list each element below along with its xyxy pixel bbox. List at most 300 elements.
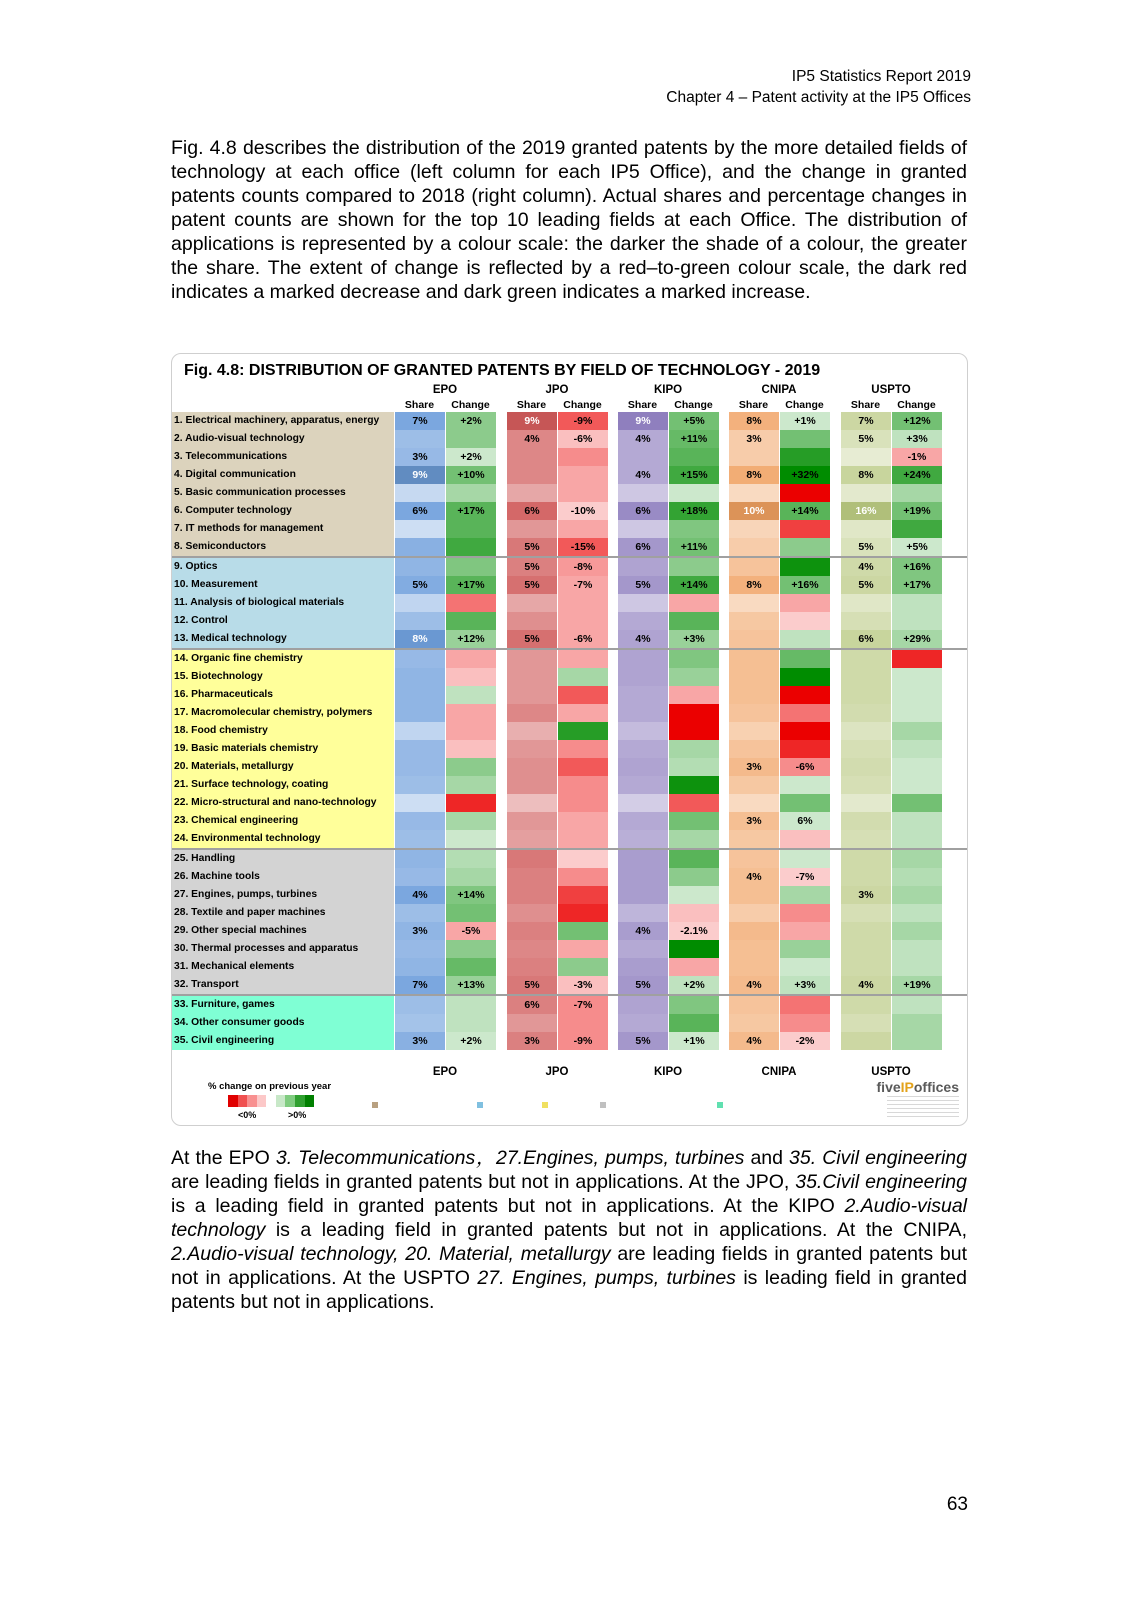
share-cell-kipo xyxy=(618,650,668,668)
share-cell-cnipa xyxy=(729,612,779,630)
change-cell-epo xyxy=(446,794,496,812)
field-row xyxy=(172,448,967,466)
share-cell-jpo xyxy=(507,794,557,812)
change-cell-jpo: -7% xyxy=(558,996,608,1014)
change-cell-kipo: +18% xyxy=(669,502,719,520)
change-cell-epo xyxy=(446,686,496,704)
legend-high-label: >0% xyxy=(288,1110,307,1120)
share-cell-jpo xyxy=(507,740,557,758)
change-cell-jpo xyxy=(558,776,608,794)
share-cell-epo xyxy=(395,1014,445,1032)
share-cell-kipo xyxy=(618,794,668,812)
change-cell-epo xyxy=(446,904,496,922)
share-cell-kipo xyxy=(618,740,668,758)
change-cell-uspto xyxy=(892,612,942,630)
change-cell-epo xyxy=(446,830,496,848)
share-cell-jpo: 6% xyxy=(507,502,557,520)
change-cell-epo: -5% xyxy=(446,922,496,940)
change-cell-jpo xyxy=(558,850,608,868)
chapter-title: Chapter 4 – Patent activity at the IP5 Offices xyxy=(666,89,971,106)
change-cell-kipo xyxy=(669,886,719,904)
field-row xyxy=(172,650,967,668)
share-cell-jpo: 3% xyxy=(507,1032,557,1050)
share-cell-epo xyxy=(395,612,445,630)
change-cell-kipo xyxy=(669,940,719,958)
share-cell-uspto: 7% xyxy=(841,412,891,430)
field-label: 20. Materials, metallurgy xyxy=(172,758,394,776)
change-cell-jpo xyxy=(558,904,608,922)
field-label: 12. Control xyxy=(172,612,394,630)
share-cell-cnipa xyxy=(729,594,779,612)
share-cell-cnipa xyxy=(729,740,779,758)
field-label: 35. Civil engineering xyxy=(172,1032,394,1050)
change-cell-epo xyxy=(446,650,496,668)
share-cell-jpo xyxy=(507,830,557,848)
change-cell-uspto: +16% xyxy=(892,558,942,576)
share-cell-jpo: 4% xyxy=(507,430,557,448)
field-label: 2. Audio-visual technology xyxy=(172,430,394,448)
change-cell-jpo xyxy=(558,740,608,758)
share-cell-jpo xyxy=(507,686,557,704)
share-cell-kipo: 4% xyxy=(618,430,668,448)
change-cell-jpo: -7% xyxy=(558,576,608,594)
change-cell-cnipa xyxy=(780,958,830,976)
text-run: is leading field in granted patents but not in applications. xyxy=(171,1267,967,1313)
share-cell-uspto xyxy=(841,740,891,758)
change-cell-uspto xyxy=(892,922,942,940)
share-cell-uspto: 6% xyxy=(841,630,891,648)
field-row xyxy=(172,412,967,430)
share-cell-uspto xyxy=(841,996,891,1014)
share-cell-epo xyxy=(395,594,445,612)
text-run: and xyxy=(744,1147,790,1169)
change-cell-epo: +12% xyxy=(446,630,496,648)
change-cell-uspto: +19% xyxy=(892,976,942,994)
change-cell-kipo xyxy=(669,448,719,466)
office-footer-epo: EPO xyxy=(432,1066,458,1078)
change-cell-jpo: -3% xyxy=(558,976,608,994)
share-cell-cnipa: 8% xyxy=(729,466,779,484)
field-label: 27. Engines, pumps, turbines xyxy=(172,886,394,904)
change-cell-kipo: -2.1% xyxy=(669,922,719,940)
share-cell-kipo xyxy=(618,558,668,576)
share-cell-cnipa xyxy=(729,520,779,538)
change-cell-cnipa xyxy=(780,850,830,868)
share-cell-jpo xyxy=(507,868,557,886)
field-row xyxy=(172,612,967,630)
change-cell-kipo xyxy=(669,794,719,812)
change-cell-cnipa xyxy=(780,904,830,922)
share-cell-cnipa xyxy=(729,922,779,940)
share-cell-cnipa: 4% xyxy=(729,1032,779,1050)
change-cell-epo xyxy=(446,558,496,576)
share-cell-epo: 5% xyxy=(395,576,445,594)
change-cell-kipo xyxy=(669,958,719,976)
share-cell-kipo: 5% xyxy=(618,976,668,994)
field-row xyxy=(172,868,967,886)
share-cell-epo xyxy=(395,668,445,686)
change-cell-epo xyxy=(446,758,496,776)
share-cell-kipo xyxy=(618,686,668,704)
share-subheader: Share xyxy=(850,399,881,411)
conclusion-paragraph xyxy=(171,1146,967,1314)
share-cell-uspto xyxy=(841,484,891,502)
logo-fine-print xyxy=(887,1096,959,1118)
share-cell-cnipa xyxy=(729,794,779,812)
share-cell-uspto xyxy=(841,922,891,940)
field-row xyxy=(172,594,967,612)
change-cell-cnipa: +14% xyxy=(780,502,830,520)
share-cell-uspto xyxy=(841,776,891,794)
change-cell-uspto: +5% xyxy=(892,538,942,556)
share-cell-kipo xyxy=(618,704,668,722)
share-cell-cnipa xyxy=(729,904,779,922)
text-run: is a leading field in granted patents but not in applications. At the CNIPA, xyxy=(265,1219,967,1241)
field-label: 22. Micro-structural and nano-technology xyxy=(172,794,394,812)
field-reference: 2.Audio-visual technology xyxy=(171,1195,967,1241)
share-cell-kipo xyxy=(618,904,668,922)
share-cell-uspto xyxy=(841,812,891,830)
field-label: 23. Chemical engineering xyxy=(172,812,394,830)
change-cell-uspto: -1% xyxy=(892,448,942,466)
change-cell-kipo xyxy=(669,1014,719,1032)
share-cell-kipo xyxy=(618,484,668,502)
change-cell-cnipa xyxy=(780,794,830,812)
share-cell-jpo: 5% xyxy=(507,558,557,576)
share-subheader: Share xyxy=(404,399,435,411)
change-cell-kipo xyxy=(669,740,719,758)
share-cell-jpo xyxy=(507,520,557,538)
change-cell-cnipa xyxy=(780,538,830,556)
share-cell-uspto xyxy=(841,722,891,740)
share-cell-cnipa: 10% xyxy=(729,502,779,520)
office-footer-jpo: JPO xyxy=(545,1066,569,1078)
share-cell-cnipa xyxy=(729,484,779,502)
change-cell-cnipa: 6% xyxy=(780,812,830,830)
change-cell-epo: +10% xyxy=(446,466,496,484)
change-cell-uspto xyxy=(892,830,942,848)
change-cell-jpo xyxy=(558,650,608,668)
field-row xyxy=(172,484,967,502)
field-row xyxy=(172,430,967,448)
share-cell-uspto xyxy=(841,940,891,958)
share-cell-uspto xyxy=(841,904,891,922)
field-label: 9. Optics xyxy=(172,558,394,576)
report-title: IP5 Statistics Report 2019 xyxy=(791,68,971,85)
change-cell-cnipa xyxy=(780,886,830,904)
share-cell-cnipa xyxy=(729,538,779,556)
change-cell-epo xyxy=(446,850,496,868)
share-cell-cnipa xyxy=(729,776,779,794)
change-cell-kipo xyxy=(669,776,719,794)
office-header-epo: EPO xyxy=(432,384,458,396)
change-cell-uspto xyxy=(892,1014,942,1032)
share-cell-cnipa xyxy=(729,850,779,868)
change-cell-kipo xyxy=(669,758,719,776)
field-row xyxy=(172,776,967,794)
change-cell-epo: +13% xyxy=(446,976,496,994)
change-cell-epo xyxy=(446,958,496,976)
change-cell-epo xyxy=(446,538,496,556)
field-label: 11. Analysis of biological materials xyxy=(172,594,394,612)
share-cell-kipo: 4% xyxy=(618,466,668,484)
change-cell-kipo xyxy=(669,904,719,922)
change-cell-uspto xyxy=(892,812,942,830)
share-cell-uspto xyxy=(841,830,891,848)
share-cell-kipo xyxy=(618,868,668,886)
change-cell-cnipa: +1% xyxy=(780,412,830,430)
share-cell-kipo xyxy=(618,812,668,830)
share-cell-epo xyxy=(395,520,445,538)
share-cell-uspto xyxy=(841,794,891,812)
field-row xyxy=(172,686,967,704)
field-label: 13. Medical technology xyxy=(172,630,394,648)
change-subheader: Change xyxy=(897,399,936,411)
change-cell-kipo: +11% xyxy=(669,538,719,556)
share-cell-jpo xyxy=(507,812,557,830)
change-cell-uspto xyxy=(892,996,942,1014)
change-cell-epo xyxy=(446,940,496,958)
field-row xyxy=(172,538,967,556)
change-cell-jpo xyxy=(558,1014,608,1032)
field-row xyxy=(172,1032,967,1050)
office-footer-cnipa: CNIPA xyxy=(761,1066,797,1078)
change-cell-kipo xyxy=(669,850,719,868)
share-cell-epo: 7% xyxy=(395,412,445,430)
field-label: 15. Biotechnology xyxy=(172,668,394,686)
field-row xyxy=(172,722,967,740)
share-cell-epo xyxy=(395,704,445,722)
field-reference: 27. Engines, pumps, turbines xyxy=(477,1267,736,1289)
change-cell-cnipa xyxy=(780,668,830,686)
share-cell-kipo: 6% xyxy=(618,502,668,520)
change-cell-kipo: +5% xyxy=(669,412,719,430)
change-cell-jpo: -9% xyxy=(558,1032,608,1050)
change-cell-uspto xyxy=(892,1032,942,1050)
share-cell-uspto: 4% xyxy=(841,976,891,994)
share-cell-uspto: 8% xyxy=(841,466,891,484)
share-cell-cnipa xyxy=(729,448,779,466)
share-cell-uspto xyxy=(841,1014,891,1032)
share-cell-uspto xyxy=(841,958,891,976)
change-cell-jpo xyxy=(558,794,608,812)
field-label: 17. Macromolecular chemistry, polymers xyxy=(172,704,394,722)
change-cell-kipo: +15% xyxy=(669,466,719,484)
change-cell-epo: +2% xyxy=(446,1032,496,1050)
change-cell-cnipa xyxy=(780,558,830,576)
change-subheader: Change xyxy=(674,399,713,411)
share-cell-epo: 7% xyxy=(395,976,445,994)
share-cell-uspto xyxy=(841,668,891,686)
change-cell-kipo xyxy=(669,612,719,630)
change-cell-cnipa xyxy=(780,448,830,466)
change-cell-epo xyxy=(446,484,496,502)
share-cell-jpo xyxy=(507,1014,557,1032)
change-cell-cnipa xyxy=(780,430,830,448)
share-cell-cnipa xyxy=(729,558,779,576)
share-cell-kipo: 5% xyxy=(618,1032,668,1050)
share-cell-cnipa: 8% xyxy=(729,412,779,430)
field-reference: 2.Audio-visual technology, 20. Material, metallurgy xyxy=(171,1243,611,1265)
change-cell-cnipa: +16% xyxy=(780,576,830,594)
field-row xyxy=(172,502,967,520)
change-cell-uspto xyxy=(892,722,942,740)
share-cell-cnipa xyxy=(729,650,779,668)
field-label: 25. Handling xyxy=(172,850,394,868)
share-cell-uspto xyxy=(841,686,891,704)
share-cell-cnipa xyxy=(729,1014,779,1032)
share-cell-cnipa xyxy=(729,722,779,740)
group-marker xyxy=(717,1102,723,1108)
change-cell-epo xyxy=(446,722,496,740)
share-subheader: Share xyxy=(627,399,658,411)
change-cell-epo xyxy=(446,668,496,686)
change-cell-uspto: +24% xyxy=(892,466,942,484)
change-cell-cnipa xyxy=(780,686,830,704)
change-cell-cnipa xyxy=(780,740,830,758)
change-cell-kipo xyxy=(669,558,719,576)
change-cell-cnipa: -6% xyxy=(780,758,830,776)
change-cell-uspto xyxy=(892,594,942,612)
change-cell-cnipa: -2% xyxy=(780,1032,830,1050)
field-label: 28. Textile and paper machines xyxy=(172,904,394,922)
field-label: 24. Environmental technology xyxy=(172,830,394,848)
field-label: 8. Semiconductors xyxy=(172,538,394,556)
field-label: 5. Basic communication processes xyxy=(172,484,394,502)
share-cell-cnipa: 8% xyxy=(729,576,779,594)
field-row xyxy=(172,958,967,976)
text-run: is a leading field in granted patents but not in applications. At the KIPO xyxy=(171,1195,845,1217)
share-cell-epo xyxy=(395,940,445,958)
share-cell-epo: 4% xyxy=(395,886,445,904)
share-cell-kipo xyxy=(618,996,668,1014)
change-cell-jpo xyxy=(558,594,608,612)
share-cell-jpo xyxy=(507,904,557,922)
change-cell-uspto xyxy=(892,794,942,812)
change-cell-kipo xyxy=(669,520,719,538)
change-cell-epo: +17% xyxy=(446,576,496,594)
share-cell-epo xyxy=(395,904,445,922)
change-cell-jpo xyxy=(558,448,608,466)
change-cell-jpo xyxy=(558,886,608,904)
share-cell-jpo: 5% xyxy=(507,630,557,648)
field-label: 32. Transport xyxy=(172,976,394,994)
share-cell-epo xyxy=(395,868,445,886)
share-cell-kipo: 4% xyxy=(618,922,668,940)
share-cell-uspto xyxy=(841,612,891,630)
share-cell-kipo xyxy=(618,722,668,740)
share-cell-kipo: 4% xyxy=(618,630,668,648)
field-row xyxy=(172,558,967,576)
group-marker xyxy=(477,1102,483,1108)
share-cell-uspto xyxy=(841,704,891,722)
change-cell-kipo xyxy=(669,812,719,830)
change-cell-jpo: -8% xyxy=(558,558,608,576)
field-label: 16. Pharmaceuticals xyxy=(172,686,394,704)
change-cell-jpo xyxy=(558,958,608,976)
share-cell-cnipa xyxy=(729,686,779,704)
share-cell-uspto xyxy=(841,1032,891,1050)
change-cell-kipo xyxy=(669,868,719,886)
field-row xyxy=(172,886,967,904)
share-cell-uspto: 5% xyxy=(841,538,891,556)
share-cell-kipo xyxy=(618,958,668,976)
share-cell-kipo: 6% xyxy=(618,538,668,556)
share-cell-kipo xyxy=(618,758,668,776)
change-cell-cnipa xyxy=(780,922,830,940)
change-cell-jpo xyxy=(558,520,608,538)
share-cell-jpo xyxy=(507,922,557,940)
office-header-kipo: KIPO xyxy=(653,384,683,396)
change-cell-jpo xyxy=(558,922,608,940)
share-cell-jpo xyxy=(507,668,557,686)
change-cell-kipo xyxy=(669,996,719,1014)
change-cell-cnipa: +3% xyxy=(780,976,830,994)
share-cell-epo: 8% xyxy=(395,630,445,648)
change-cell-epo xyxy=(446,430,496,448)
share-cell-jpo xyxy=(507,484,557,502)
share-cell-uspto xyxy=(841,868,891,886)
share-cell-cnipa xyxy=(729,630,779,648)
field-label: 6. Computer technology xyxy=(172,502,394,520)
change-cell-epo: +14% xyxy=(446,886,496,904)
share-cell-cnipa: 3% xyxy=(729,812,779,830)
change-cell-epo xyxy=(446,812,496,830)
share-cell-jpo xyxy=(507,776,557,794)
share-cell-cnipa xyxy=(729,830,779,848)
share-cell-cnipa: 3% xyxy=(729,758,779,776)
field-label: 26. Machine tools xyxy=(172,868,394,886)
change-cell-cnipa xyxy=(780,776,830,794)
change-cell-epo xyxy=(446,1014,496,1032)
share-cell-uspto: 5% xyxy=(841,430,891,448)
share-cell-kipo xyxy=(618,1014,668,1032)
share-cell-epo xyxy=(395,558,445,576)
field-reference: 3. Telecommunications，27.Engines, pumps, turbines xyxy=(275,1147,745,1169)
share-cell-cnipa xyxy=(729,996,779,1014)
change-cell-jpo xyxy=(558,812,608,830)
share-cell-jpo xyxy=(507,940,557,958)
share-cell-jpo: 9% xyxy=(507,412,557,430)
change-cell-jpo xyxy=(558,668,608,686)
change-cell-epo xyxy=(446,868,496,886)
change-cell-jpo xyxy=(558,466,608,484)
share-cell-cnipa: 3% xyxy=(729,430,779,448)
change-cell-uspto xyxy=(892,704,942,722)
change-cell-jpo: -9% xyxy=(558,412,608,430)
change-cell-kipo xyxy=(669,722,719,740)
change-cell-uspto xyxy=(892,904,942,922)
figure-4-8 xyxy=(171,353,968,1126)
change-cell-jpo: -10% xyxy=(558,502,608,520)
share-cell-uspto xyxy=(841,520,891,538)
change-cell-jpo xyxy=(558,612,608,630)
share-subheader: Share xyxy=(738,399,769,411)
share-cell-jpo: 5% xyxy=(507,576,557,594)
change-cell-uspto xyxy=(892,668,942,686)
group-marker xyxy=(542,1102,548,1108)
field-label: 14. Organic fine chemistry xyxy=(172,650,394,668)
change-cell-kipo xyxy=(669,704,719,722)
share-cell-epo: 9% xyxy=(395,466,445,484)
field-label: 33. Furniture, games xyxy=(172,996,394,1014)
share-cell-uspto xyxy=(841,650,891,668)
change-cell-jpo xyxy=(558,758,608,776)
field-row xyxy=(172,940,967,958)
change-cell-uspto xyxy=(892,776,942,794)
share-cell-kipo xyxy=(618,594,668,612)
change-cell-jpo xyxy=(558,830,608,848)
